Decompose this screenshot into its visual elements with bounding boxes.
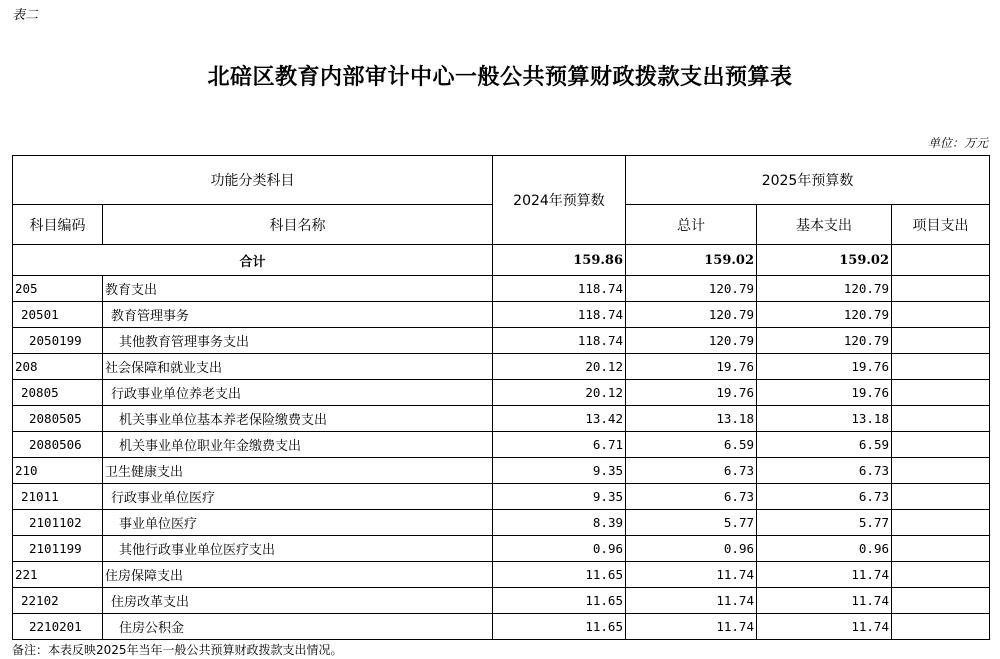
name-cell: 住房公积金	[103, 614, 493, 640]
code-cell: 20805	[13, 380, 103, 406]
prev-budget-cell: 118.74	[493, 276, 626, 302]
basic-cell: 120.79	[757, 302, 892, 328]
name-cell: 其他行政事业单位医疗支出	[103, 536, 493, 562]
total-cell: 11.74	[626, 588, 757, 614]
code-cell: 2101102	[13, 510, 103, 536]
prev-budget-cell: 8.39	[493, 510, 626, 536]
table-tag: 表二	[12, 8, 39, 23]
code-cell: 2080506	[13, 432, 103, 458]
basic-cell: 19.76	[757, 354, 892, 380]
total-header: 总计	[626, 205, 757, 245]
unit-label: 单位：万元	[927, 136, 988, 150]
project-cell	[892, 484, 990, 510]
name-cell: 卫生健康支出	[103, 458, 493, 484]
basic-cell: 5.77	[757, 510, 892, 536]
total-cell: 120.79	[626, 302, 757, 328]
project-cell	[892, 562, 990, 588]
project-cell	[892, 406, 990, 432]
table-row	[13, 484, 990, 510]
total-cell: 6.73	[626, 484, 757, 510]
total-cell: 6.59	[626, 432, 757, 458]
basic-cell: 6.73	[757, 458, 892, 484]
table-row	[13, 380, 990, 406]
summary-row	[13, 245, 990, 276]
summary-basic: 159.02	[757, 245, 892, 276]
total-cell: 120.79	[626, 276, 757, 302]
func-class-header: 功能分类科目	[13, 156, 493, 205]
basic-cell: 0.96	[757, 536, 892, 562]
summary-label: 合计	[13, 245, 493, 276]
name-cell: 机关事业单位基本养老保险缴费支出	[103, 406, 493, 432]
name-cell: 机关事业单位职业年金缴费支出	[103, 432, 493, 458]
project-cell	[892, 276, 990, 302]
name-cell: 住房保障支出	[103, 562, 493, 588]
basic-cell: 6.73	[757, 484, 892, 510]
table-row	[13, 588, 990, 614]
name-cell: 教育管理事务	[103, 302, 493, 328]
table-row	[13, 432, 990, 458]
total-cell: 19.76	[626, 354, 757, 380]
code-cell: 21011	[13, 484, 103, 510]
summary-total: 159.02	[626, 245, 757, 276]
name-cell: 行政事业单位医疗	[103, 484, 493, 510]
prev-budget-cell: 118.74	[493, 302, 626, 328]
prev-budget-cell: 11.65	[493, 562, 626, 588]
project-cell	[892, 536, 990, 562]
basic-cell: 11.74	[757, 562, 892, 588]
name-cell: 社会保障和就业支出	[103, 354, 493, 380]
project-cell	[892, 354, 990, 380]
total-cell: 11.74	[626, 614, 757, 640]
project-cell	[892, 432, 990, 458]
prev-budget-cell: 20.12	[493, 380, 626, 406]
code-header: 科目编码	[13, 205, 103, 245]
name-cell: 行政事业单位养老支出	[103, 380, 493, 406]
code-cell: 22102	[13, 588, 103, 614]
name-header: 科目名称	[103, 205, 493, 245]
total-cell: 120.79	[626, 328, 757, 354]
table-row	[13, 302, 990, 328]
total-cell: 5.77	[626, 510, 757, 536]
page-title: 北碚区教育内部审计中心一般公共预算财政拨款支出预算表	[207, 64, 793, 90]
name-cell: 事业单位医疗	[103, 510, 493, 536]
prev-budget-cell: 0.96	[493, 536, 626, 562]
project-cell	[892, 328, 990, 354]
table-row	[13, 406, 990, 432]
project-header: 项目支出	[892, 205, 990, 245]
prev-budget-cell: 11.65	[493, 614, 626, 640]
table-row	[13, 536, 990, 562]
table-row	[13, 354, 990, 380]
code-cell: 208	[13, 354, 103, 380]
basic-cell: 11.74	[757, 588, 892, 614]
project-cell	[892, 302, 990, 328]
prev-budget-cell: 20.12	[493, 354, 626, 380]
prev-budget-cell: 6.71	[493, 432, 626, 458]
table-row	[13, 510, 990, 536]
table-row	[13, 276, 990, 302]
footnote: 备注：本表反映2025年当年一般公共预算财政拨款支出情况。	[12, 643, 343, 657]
budget-table	[12, 155, 990, 640]
total-cell: 13.18	[626, 406, 757, 432]
table-row	[13, 458, 990, 484]
table-row	[13, 562, 990, 588]
name-cell: 住房改革支出	[103, 588, 493, 614]
project-cell	[892, 588, 990, 614]
project-cell	[892, 458, 990, 484]
total-cell: 0.96	[626, 536, 757, 562]
basic-cell: 11.74	[757, 614, 892, 640]
prev-budget-header: 2024年预算数	[493, 156, 626, 245]
project-cell	[892, 380, 990, 406]
name-cell: 其他教育管理事务支出	[103, 328, 493, 354]
summary-project	[892, 245, 990, 276]
total-cell: 11.74	[626, 562, 757, 588]
code-cell: 2210201	[13, 614, 103, 640]
basic-cell: 19.76	[757, 380, 892, 406]
basic-cell: 6.59	[757, 432, 892, 458]
summary-prev: 159.86	[493, 245, 626, 276]
basic-header: 基本支出	[757, 205, 892, 245]
table-row	[13, 328, 990, 354]
prev-budget-cell: 13.42	[493, 406, 626, 432]
cur-budget-header: 2025年预算数	[626, 156, 990, 205]
code-cell: 2101199	[13, 536, 103, 562]
basic-cell: 13.18	[757, 406, 892, 432]
project-cell	[892, 510, 990, 536]
prev-budget-cell: 118.74	[493, 328, 626, 354]
total-cell: 6.73	[626, 458, 757, 484]
total-cell: 19.76	[626, 380, 757, 406]
project-cell	[892, 614, 990, 640]
prev-budget-cell: 9.35	[493, 484, 626, 510]
code-cell: 221	[13, 562, 103, 588]
code-cell: 2050199	[13, 328, 103, 354]
basic-cell: 120.79	[757, 328, 892, 354]
name-cell: 教育支出	[103, 276, 493, 302]
basic-cell: 120.79	[757, 276, 892, 302]
code-cell: 205	[13, 276, 103, 302]
code-cell: 2080505	[13, 406, 103, 432]
table-row	[13, 614, 990, 640]
code-cell: 210	[13, 458, 103, 484]
code-cell: 20501	[13, 302, 103, 328]
prev-budget-cell: 9.35	[493, 458, 626, 484]
prev-budget-cell: 11.65	[493, 588, 626, 614]
